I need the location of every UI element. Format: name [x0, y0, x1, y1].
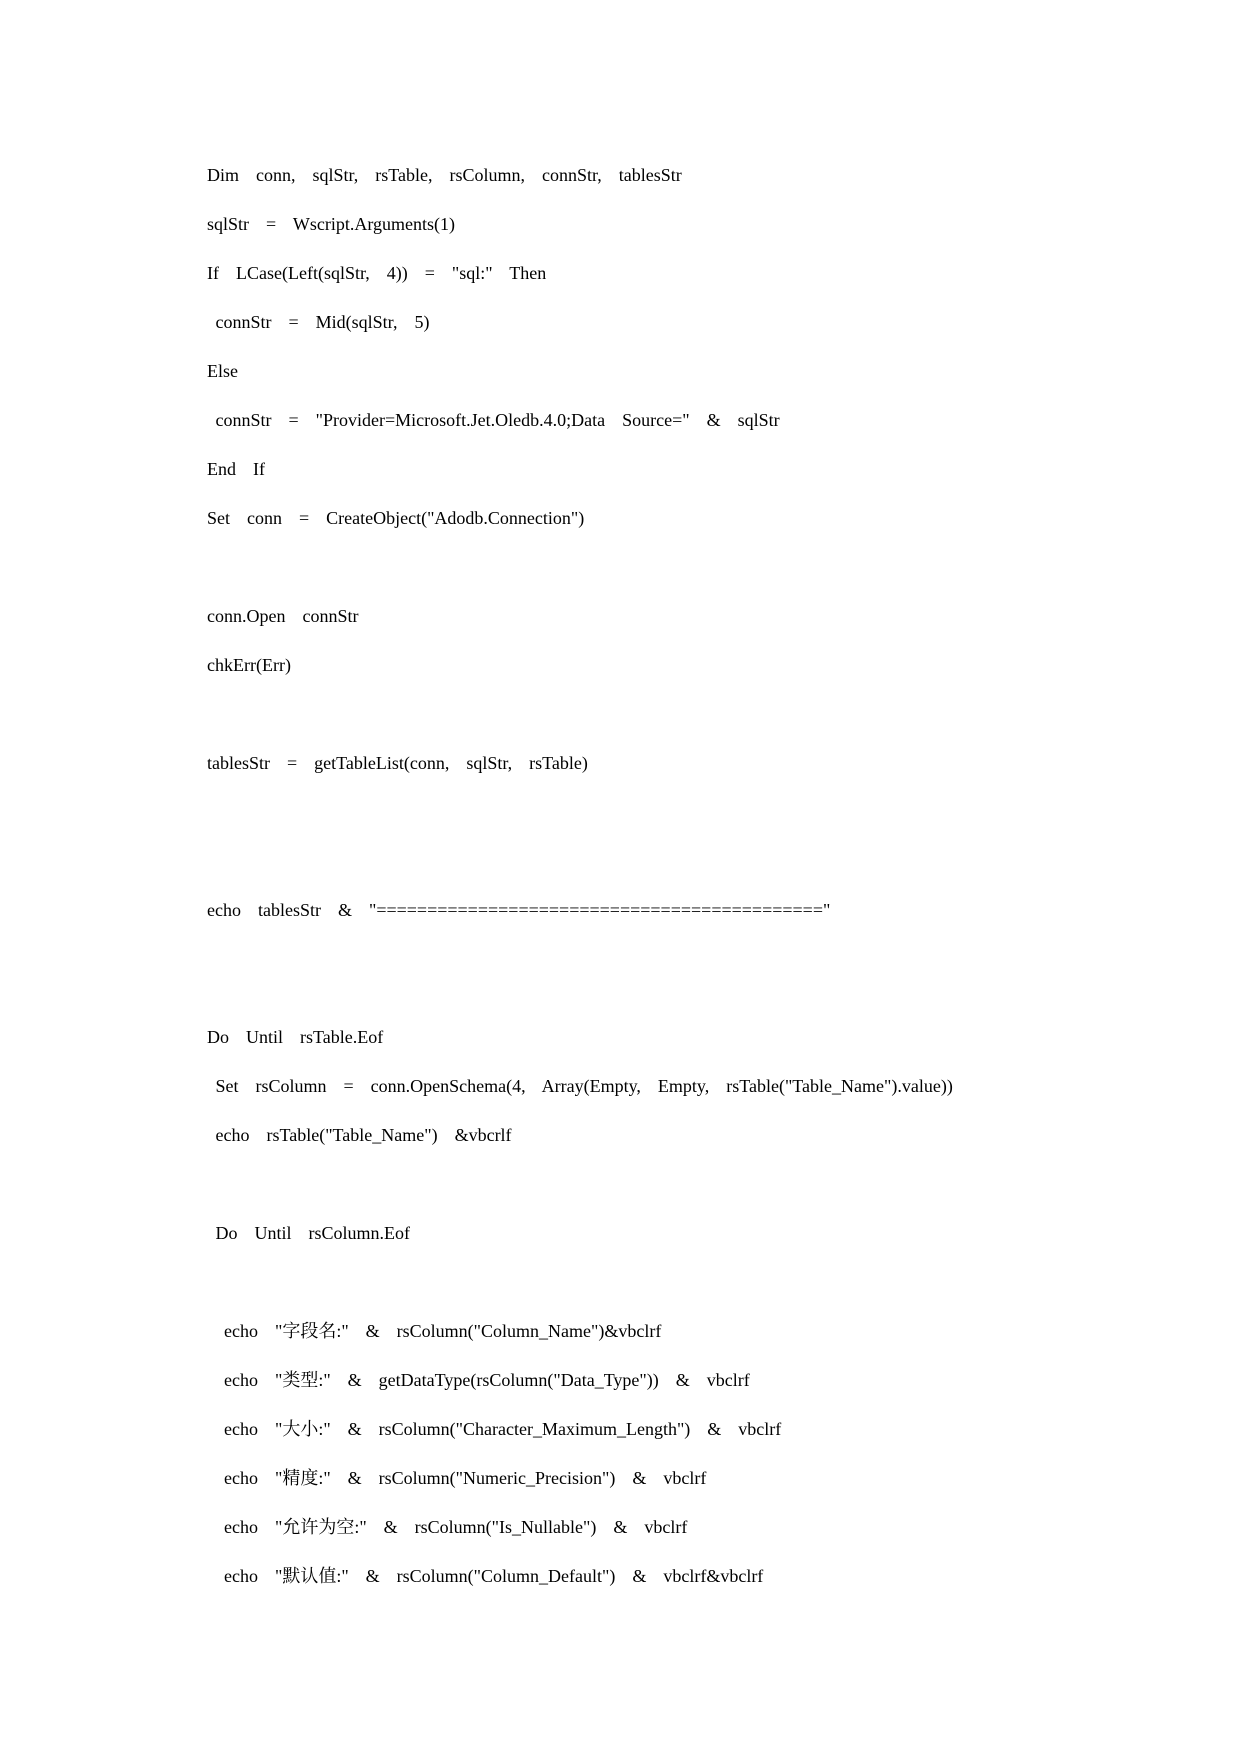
code-line: echo rsTable("Table_Name") &vbcrlf — [207, 1125, 512, 1145]
code-line: echo "精度:" & rsColumn("Numeric_Precision") & vbclrf — [207, 1468, 707, 1488]
code-line: Dim conn, sqlStr, rsTable, rsColumn, connStr, tablesStr — [207, 165, 682, 185]
code-line: echo "字段名:" & rsColumn("Column_Name")&vbclrf — [207, 1321, 662, 1341]
code-line: If LCase(Left(sqlStr, 4)) = "sql:" Then — [207, 263, 547, 283]
code-line: echo "允许为空:" & rsColumn("Is_Nullable") & vbclrf — [207, 1517, 688, 1537]
code-line: Do Until rsColumn.Eof — [207, 1223, 410, 1243]
code-line: echo "类型:" & getDataType(rsColumn("Data_Type")) & vbclrf — [207, 1370, 750, 1390]
code-line: connStr = Mid(sqlStr, 5) — [207, 312, 430, 332]
code-line: sqlStr = Wscript.Arguments(1) — [207, 214, 455, 234]
code-line: Set conn = CreateObject("Adodb.Connection") — [207, 508, 585, 528]
code-line: echo "默认值:" & rsColumn("Column_Default") & vbclrf&vbclrf — [207, 1566, 764, 1586]
code-line: chkErr(Err) — [207, 655, 291, 675]
code-line: echo tablesStr & "============================================" — [207, 900, 831, 920]
code-line: tablesStr = getTableList(conn, sqlStr, rsTable) — [207, 753, 588, 773]
code-line: echo "大小:" & rsColumn("Character_Maximum_Length") & vbclrf — [207, 1419, 782, 1439]
code-line: Else — [207, 361, 238, 381]
code-line: Do Until rsTable.Eof — [207, 1027, 384, 1047]
code-line: Set rsColumn = conn.OpenSchema(4, Array(Empty, Empty, rsTable("Table_Name").value)) — [207, 1076, 953, 1096]
code-line: connStr = "Provider=Microsoft.Jet.Oledb.4.0;Data Source=" & sqlStr — [207, 410, 780, 430]
code-line: conn.Open connStr — [207, 606, 359, 626]
code-line: End If — [207, 459, 265, 479]
